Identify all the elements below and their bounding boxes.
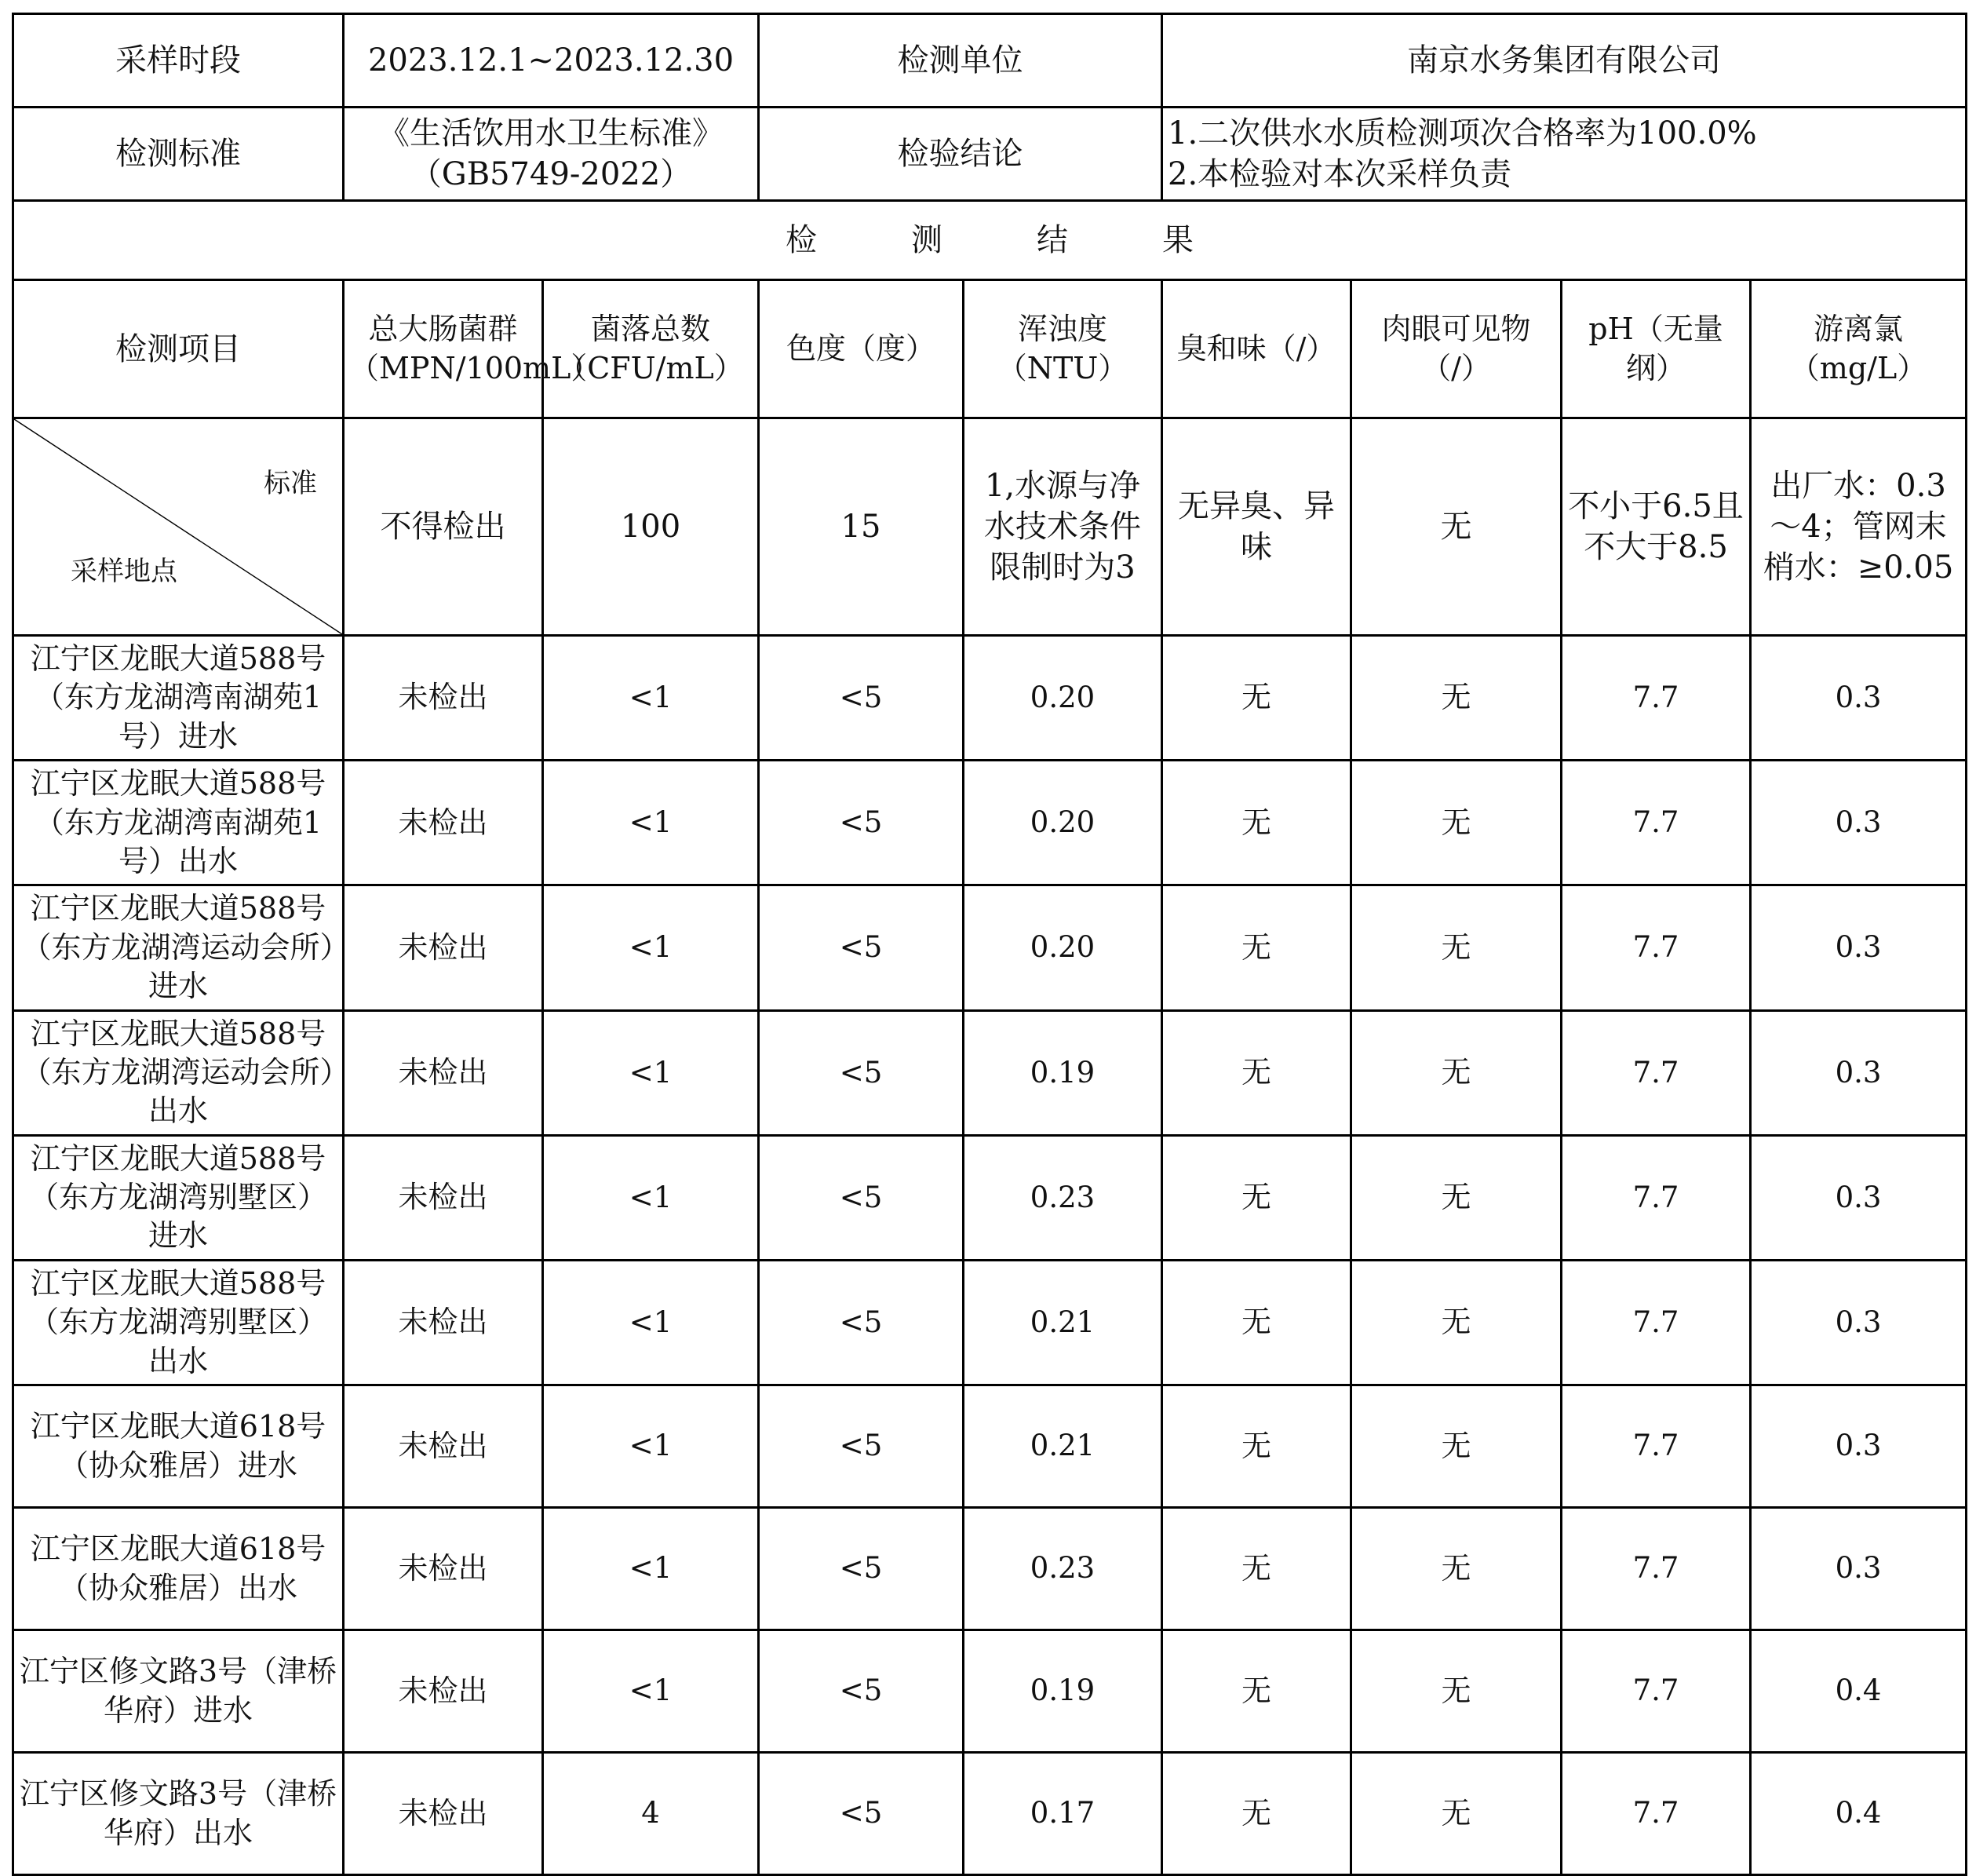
value-cell: 0.21 bbox=[964, 1260, 1162, 1385]
table-row bbox=[13, 1753, 1967, 1875]
results-body bbox=[13, 636, 1967, 1875]
header-col: 总大肠菌群（MPN/100mL） bbox=[344, 280, 543, 418]
table-row bbox=[13, 1508, 1967, 1630]
table-row bbox=[13, 1010, 1967, 1135]
standard-cell: 不小于6.5且不大于8.5 bbox=[1562, 418, 1751, 636]
value-cell: 7.7 bbox=[1562, 885, 1751, 1010]
period-value: 2023.12.1~2023.12.30 bbox=[344, 14, 759, 108]
value-cell: 0.4 bbox=[1751, 1630, 1967, 1753]
value-cell: 0.3 bbox=[1751, 1260, 1967, 1385]
value-cell: 0.3 bbox=[1751, 1135, 1967, 1260]
standard-cell: 100 bbox=[543, 418, 759, 636]
header-col: 肉眼可见物（/） bbox=[1351, 280, 1562, 418]
standard-value-line2: （GB5749-2022） bbox=[410, 156, 692, 192]
value-cell: 无 bbox=[1162, 1630, 1351, 1753]
results-title-char: 果 bbox=[1162, 222, 1194, 258]
standard-value-line1: 《生活饮用水卫生标准》 bbox=[378, 115, 724, 151]
value-cell: 未检出 bbox=[344, 1385, 543, 1508]
value-cell: 无 bbox=[1351, 885, 1562, 1010]
standard-label: 检测标准 bbox=[13, 108, 344, 201]
standard-cell: 1,水源与净水技术条件限制时为3 bbox=[964, 418, 1162, 636]
value-cell: 未检出 bbox=[344, 1508, 543, 1630]
value-cell: 无 bbox=[1351, 1010, 1562, 1135]
value-cell: 0.3 bbox=[1751, 1508, 1967, 1630]
value-cell: 无 bbox=[1351, 1630, 1562, 1753]
value-cell: 0.3 bbox=[1751, 636, 1967, 761]
location-cell: 江宁区龙眠大道588号（东方龙湖湾别墅区）出水 bbox=[13, 1260, 344, 1385]
value-cell: 0.3 bbox=[1751, 885, 1967, 1010]
value-cell: <1 bbox=[543, 761, 759, 885]
corner-cell bbox=[13, 418, 344, 636]
header-col: 色度（度） bbox=[759, 280, 964, 418]
table-row bbox=[13, 1260, 1967, 1385]
value-cell: 无 bbox=[1162, 1508, 1351, 1630]
value-cell: 未检出 bbox=[344, 1753, 543, 1875]
value-cell: 未检出 bbox=[344, 636, 543, 761]
value-cell: 未检出 bbox=[344, 1630, 543, 1753]
location-cell: 江宁区修文路3号（津桥华府）进水 bbox=[13, 1630, 344, 1753]
value-cell: <1 bbox=[543, 636, 759, 761]
table-row bbox=[13, 761, 1967, 885]
standard-cell: 不得检出 bbox=[344, 418, 543, 636]
location-cell: 江宁区龙眠大道588号（东方龙湖湾运动会所）进水 bbox=[13, 885, 344, 1010]
location-cell: 江宁区龙眠大道588号（东方龙湖湾运动会所）出水 bbox=[13, 1010, 344, 1135]
location-cell: 江宁区修文路3号（津桥华府）出水 bbox=[13, 1753, 344, 1875]
value-cell: <5 bbox=[759, 636, 964, 761]
value-cell: <5 bbox=[759, 1753, 964, 1875]
results-title-char: 检 bbox=[786, 222, 817, 258]
value-cell: 0.19 bbox=[964, 1630, 1162, 1753]
value-cell: 0.3 bbox=[1751, 761, 1967, 885]
value-cell: <1 bbox=[543, 1385, 759, 1508]
corner-standard-label: 标准 bbox=[264, 468, 317, 499]
corner-location-label: 采样地点 bbox=[71, 555, 177, 587]
value-cell: <1 bbox=[543, 1508, 759, 1630]
unit-label: 检测单位 bbox=[759, 14, 1162, 108]
value-cell: 无 bbox=[1162, 885, 1351, 1010]
value-cell: <5 bbox=[759, 761, 964, 885]
header-col: 菌落总数（CFU/mL） bbox=[543, 280, 759, 418]
value-cell: 无 bbox=[1162, 1135, 1351, 1260]
standard-cell: 出厂水：0.3～4；管网末梢水：≥0.05 bbox=[1751, 418, 1967, 636]
period-label: 采样时段 bbox=[13, 14, 344, 108]
conclusion-line1: 1.二次供水水质检测项次合格率为100.0% bbox=[1168, 115, 1757, 151]
value-cell: 7.7 bbox=[1562, 1010, 1751, 1135]
table-row bbox=[13, 1135, 1967, 1260]
value-cell: 0.19 bbox=[964, 1010, 1162, 1135]
header-col: pH（无量纲） bbox=[1562, 280, 1751, 418]
results-title-char: 测 bbox=[911, 222, 942, 258]
conclusion-line2: 2.本检验对本次采样负责 bbox=[1168, 156, 1512, 192]
standard-cell: 15 bbox=[759, 418, 964, 636]
value-cell: 0.4 bbox=[1751, 1753, 1967, 1875]
value-cell: 0.3 bbox=[1751, 1385, 1967, 1508]
value-cell: 无 bbox=[1351, 761, 1562, 885]
value-cell: 0.21 bbox=[964, 1385, 1162, 1508]
table-row bbox=[13, 1630, 1967, 1753]
value-cell: 未检出 bbox=[344, 761, 543, 885]
value-cell: 0.20 bbox=[964, 885, 1162, 1010]
results-title bbox=[13, 201, 1967, 280]
value-cell: <1 bbox=[543, 1630, 759, 1753]
diagonal-line bbox=[14, 419, 342, 634]
value-cell: <5 bbox=[759, 1135, 964, 1260]
value-cell: 无 bbox=[1351, 636, 1562, 761]
value-cell: 7.7 bbox=[1562, 1135, 1751, 1260]
value-cell: 0.23 bbox=[964, 1135, 1162, 1260]
value-cell: <5 bbox=[759, 1385, 964, 1508]
table-row bbox=[13, 885, 1967, 1010]
value-cell: 无 bbox=[1351, 1260, 1562, 1385]
results-title-char: 结 bbox=[1037, 222, 1068, 258]
value-cell: 7.7 bbox=[1562, 1385, 1751, 1508]
standard-cell: 无异臭、异味 bbox=[1162, 418, 1351, 636]
standard-cell: 无 bbox=[1351, 418, 1562, 636]
value-cell: 未检出 bbox=[344, 1010, 543, 1135]
value-cell: 7.7 bbox=[1562, 761, 1751, 885]
value-cell: 无 bbox=[1351, 1753, 1562, 1875]
standard-value bbox=[344, 108, 759, 201]
value-cell: <5 bbox=[759, 1508, 964, 1630]
conclusion-value bbox=[1162, 108, 1967, 201]
value-cell: 0.20 bbox=[964, 636, 1162, 761]
value-cell: 无 bbox=[1351, 1385, 1562, 1508]
location-cell: 江宁区龙眠大道588号（东方龙湖湾别墅区）进水 bbox=[13, 1135, 344, 1260]
value-cell: 7.7 bbox=[1562, 1630, 1751, 1753]
value-cell: 无 bbox=[1162, 636, 1351, 761]
value-cell: 未检出 bbox=[344, 1260, 543, 1385]
table-row bbox=[13, 636, 1967, 761]
value-cell: 无 bbox=[1162, 1753, 1351, 1875]
conclusion-label: 检验结论 bbox=[759, 108, 1162, 201]
value-cell: 0.20 bbox=[964, 761, 1162, 885]
unit-value: 南京水务集团有限公司 bbox=[1162, 14, 1967, 108]
water-quality-report-table bbox=[12, 13, 1967, 1876]
value-cell: <1 bbox=[543, 1260, 759, 1385]
value-cell: <5 bbox=[759, 1260, 964, 1385]
value-cell: <5 bbox=[759, 1630, 964, 1753]
value-cell: <5 bbox=[759, 885, 964, 1010]
value-cell: 7.7 bbox=[1562, 1508, 1751, 1630]
value-cell: 无 bbox=[1351, 1135, 1562, 1260]
value-cell: 无 bbox=[1162, 1260, 1351, 1385]
location-cell: 江宁区龙眠大道588号（东方龙湖湾南湖苑1号）进水 bbox=[13, 636, 344, 761]
value-cell: 0.3 bbox=[1751, 1010, 1967, 1135]
table-row bbox=[13, 1385, 1967, 1508]
value-cell: 无 bbox=[1351, 1508, 1562, 1630]
value-cell: 7.7 bbox=[1562, 1260, 1751, 1385]
location-cell: 江宁区龙眠大道618号（协众雅居）出水 bbox=[13, 1508, 344, 1630]
value-cell: 7.7 bbox=[1562, 1753, 1751, 1875]
value-cell: 未检出 bbox=[344, 885, 543, 1010]
value-cell: 无 bbox=[1162, 1010, 1351, 1135]
header-item: 检测项目 bbox=[13, 280, 344, 418]
value-cell: <1 bbox=[543, 1135, 759, 1260]
value-cell: 无 bbox=[1162, 761, 1351, 885]
value-cell: <1 bbox=[543, 1010, 759, 1135]
value-cell: 7.7 bbox=[1562, 636, 1751, 761]
value-cell: 无 bbox=[1162, 1385, 1351, 1508]
value-cell: 0.17 bbox=[964, 1753, 1162, 1875]
value-cell: <5 bbox=[759, 1010, 964, 1135]
value-cell: 未检出 bbox=[344, 1135, 543, 1260]
value-cell: <1 bbox=[543, 885, 759, 1010]
header-col: 臭和味（/） bbox=[1162, 280, 1351, 418]
header-col: 浑浊度（NTU） bbox=[964, 280, 1162, 418]
location-cell: 江宁区龙眠大道588号（东方龙湖湾南湖苑1号）出水 bbox=[13, 761, 344, 885]
location-cell: 江宁区龙眠大道618号（协众雅居）进水 bbox=[13, 1385, 344, 1508]
value-cell: 0.23 bbox=[964, 1508, 1162, 1630]
header-col: 游离氯（mg/L） bbox=[1751, 280, 1967, 418]
value-cell: 4 bbox=[543, 1753, 759, 1875]
